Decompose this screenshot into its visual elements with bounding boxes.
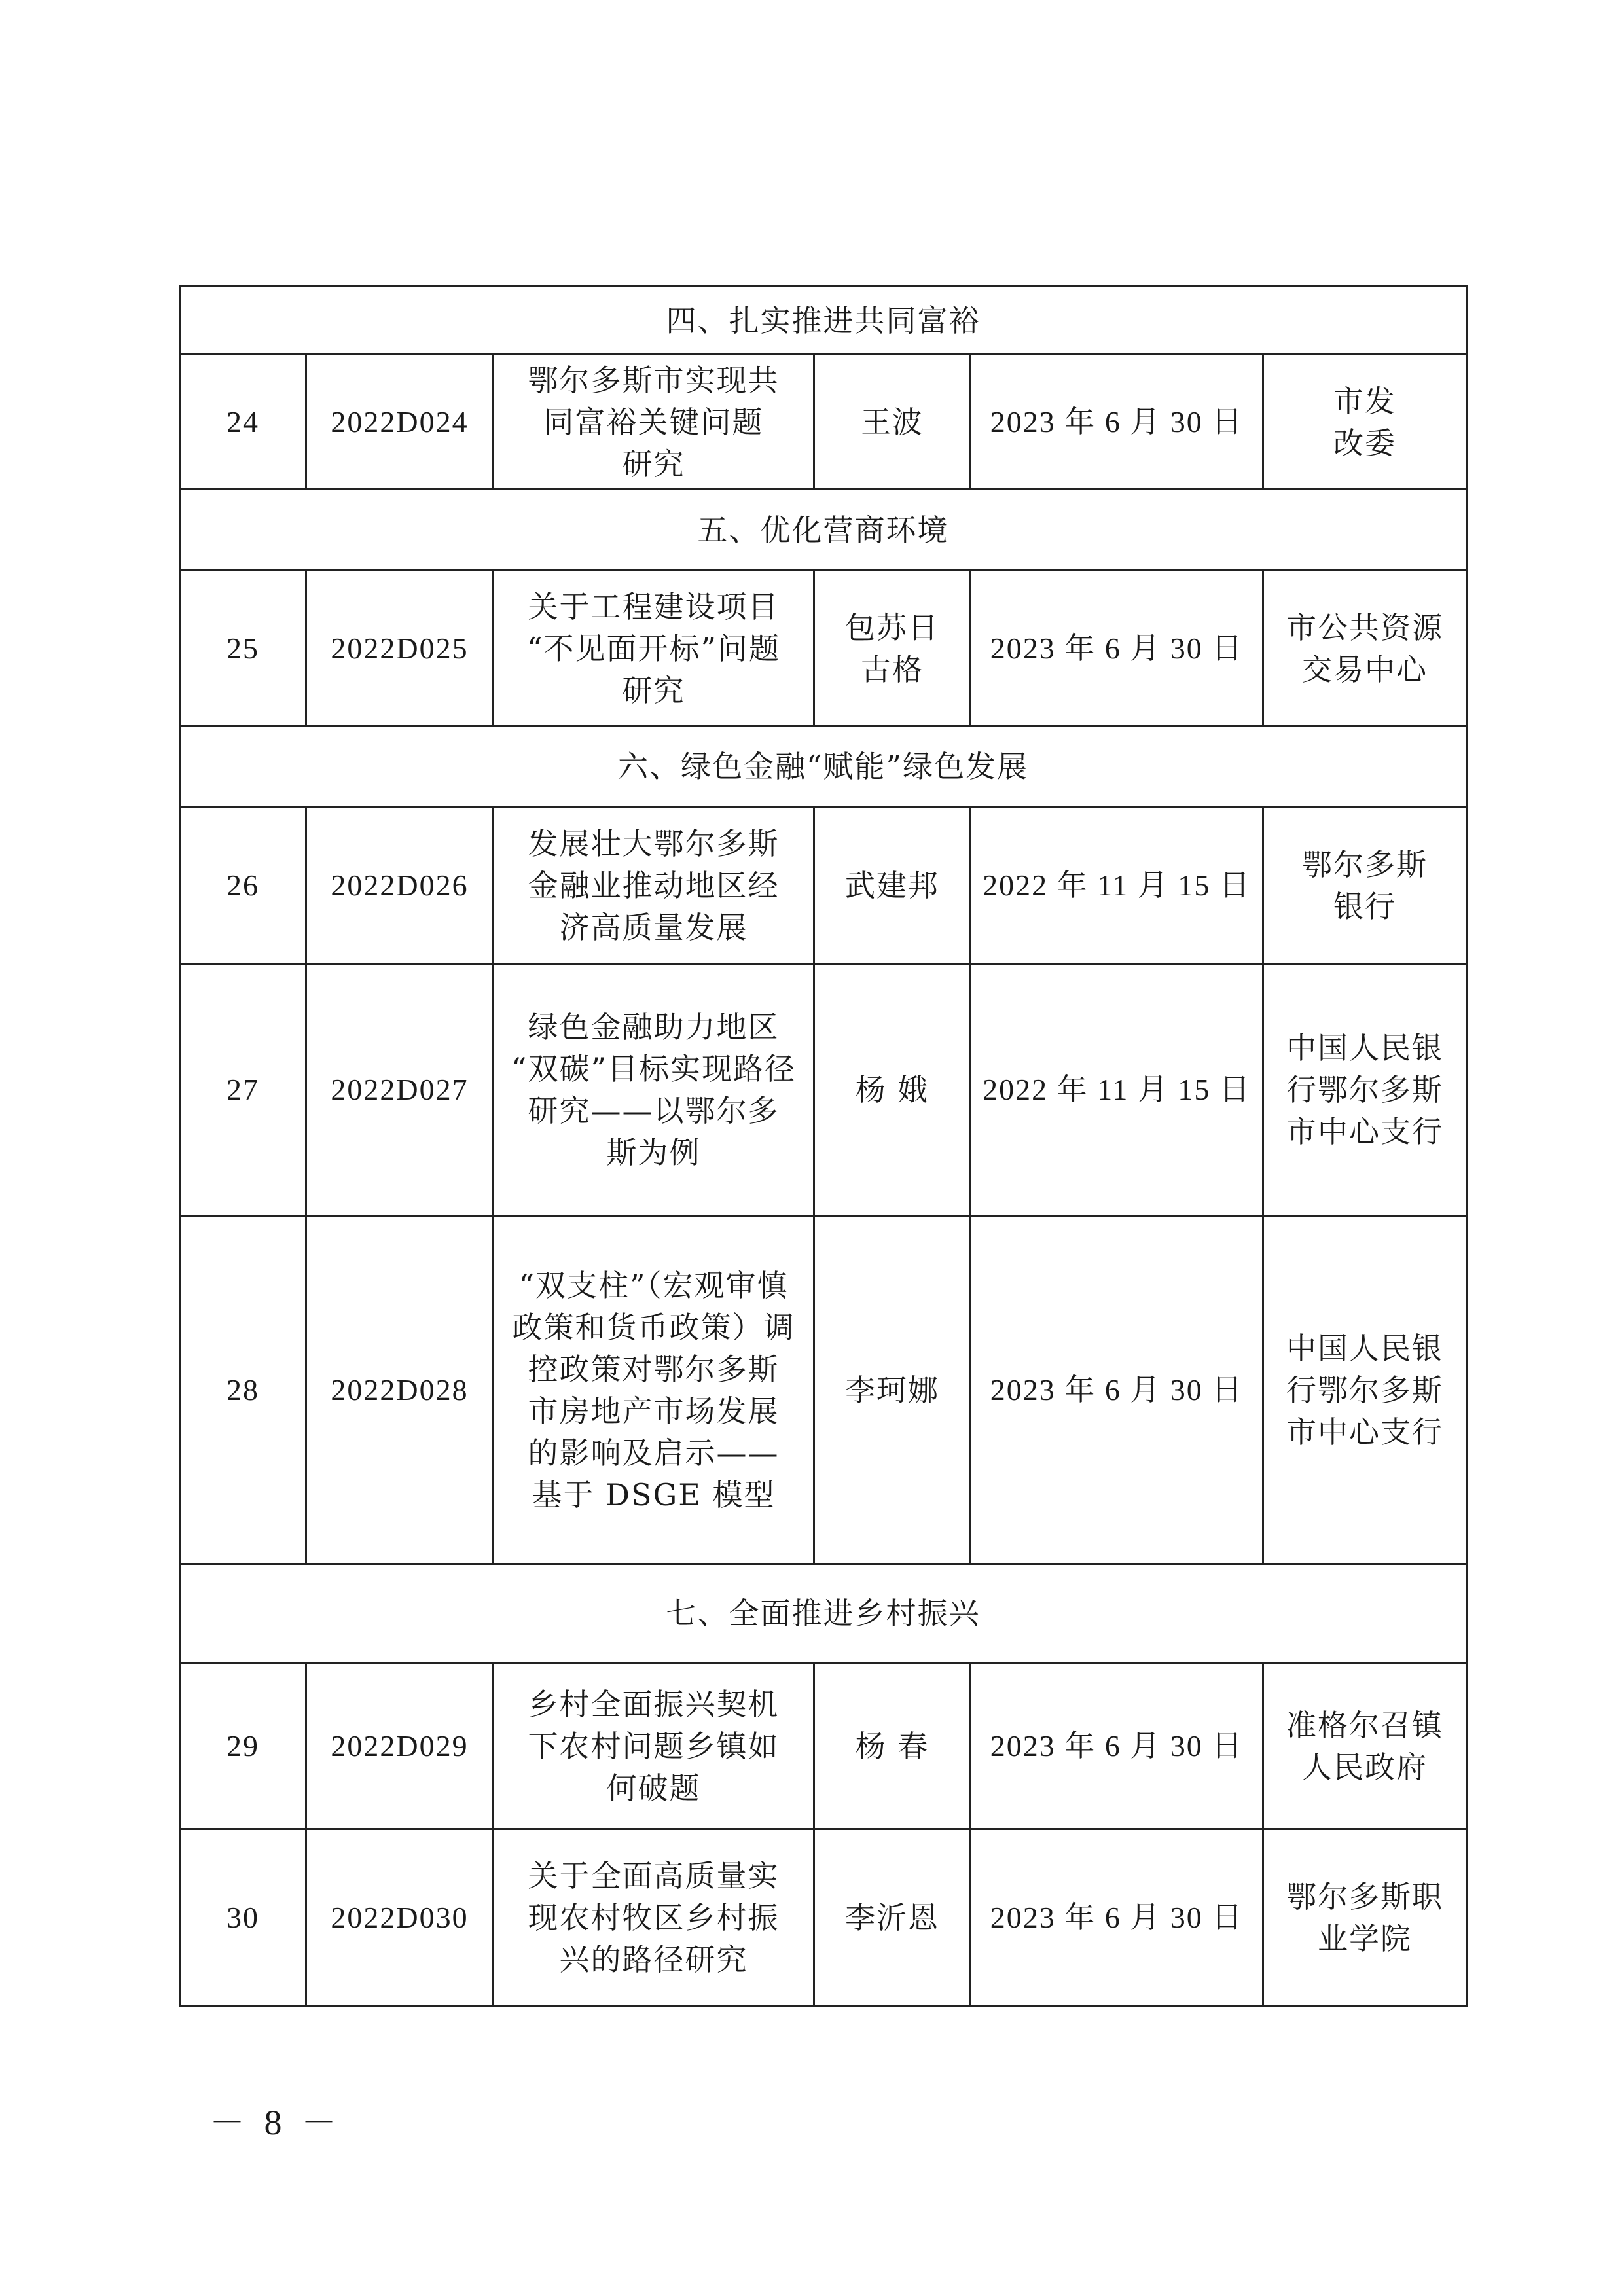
project-leader: [814, 807, 971, 964]
table-row: [180, 1663, 1467, 1829]
responsible-unit-line: 鄂尔多斯: [1302, 846, 1428, 882]
projects-table: [179, 285, 1468, 2007]
responsible-unit: [1263, 571, 1467, 726]
responsible-unit-line: 交易中心: [1302, 651, 1428, 687]
project-title-line: 何破题: [606, 1770, 701, 1806]
responsible-unit-line: 市发: [1333, 383, 1397, 419]
project-leader-line: 古格: [861, 651, 924, 687]
table-row: [180, 807, 1467, 964]
item-number: 27: [180, 964, 306, 1216]
section-heading: 六、绿色金融“赋能”绿色发展: [180, 726, 1467, 807]
responsible-unit-line: 中国人民银: [1286, 1030, 1444, 1066]
project-title-line: 绿色金融助力地区: [528, 1009, 780, 1045]
project-code: 2022D029: [306, 1663, 494, 1829]
item-number: 28: [180, 1216, 306, 1564]
project-title-line: “不见面开标”问题: [526, 630, 781, 666]
responsible-unit: [1263, 355, 1467, 490]
table-row: [180, 1216, 1467, 1564]
project-title-line: 的影响及启示——: [528, 1435, 780, 1471]
project-title-line: 研究——以鄂尔多: [528, 1093, 780, 1128]
project-leader: [814, 1216, 971, 1564]
responsible-unit: [1263, 1663, 1467, 1829]
responsible-unit-line: 鄂尔多斯职: [1286, 1878, 1444, 1914]
completion-date: 2023 年 6 月 30 日: [971, 1216, 1263, 1564]
project-title-line: 研究: [622, 672, 685, 708]
item-number: 29: [180, 1663, 306, 1829]
project-title-line: 乡村全面振兴契机: [528, 1686, 780, 1722]
responsible-unit: [1263, 807, 1467, 964]
project-leader: [814, 355, 971, 490]
responsible-unit-line: 行鄂尔多斯: [1286, 1372, 1444, 1408]
project-title-line: 同富裕关键问题: [543, 404, 764, 440]
item-number: 26: [180, 807, 306, 964]
responsible-unit: [1263, 964, 1467, 1216]
project-title-line: 控政策对鄂尔多斯: [528, 1351, 780, 1387]
responsible-unit-line: 中国人民银: [1286, 1330, 1444, 1366]
completion-date: 2023 年 6 月 30 日: [971, 355, 1263, 490]
project-code: 2022D025: [306, 571, 494, 726]
item-number: 30: [180, 1829, 306, 2006]
project-leader-line: 李沂恩: [845, 1899, 939, 1935]
responsible-unit-line: 市中心支行: [1286, 1114, 1444, 1149]
project-title-line: 金融业推动地区经: [528, 867, 780, 903]
project-title: [494, 807, 814, 964]
project-leader-line: 王波: [861, 404, 924, 440]
project-leader-line: 杨 春: [855, 1728, 929, 1764]
completion-date: 2023 年 6 月 30 日: [971, 571, 1263, 726]
project-title-line: “双碳”目标实现路径: [511, 1051, 797, 1086]
section-header-row: [180, 490, 1467, 571]
completion-date: 2022 年 11 月 15 日: [971, 807, 1263, 964]
project-title: [494, 964, 814, 1216]
project-title-line: 基于 DSGE 模型: [532, 1477, 776, 1513]
project-title-line: 政策和货币政策）调: [512, 1309, 795, 1345]
responsible-unit-line: 银行: [1333, 888, 1397, 924]
project-title: [494, 1216, 814, 1564]
completion-date: 2023 年 6 月 30 日: [971, 1829, 1263, 2006]
table-row: [180, 964, 1467, 1216]
project-leader-line: 杨 娥: [855, 1072, 929, 1107]
responsible-unit: [1263, 1829, 1467, 2006]
project-code: 2022D028: [306, 1216, 494, 1564]
table-row: [180, 571, 1467, 726]
project-title-line: 发展壮大鄂尔多斯: [528, 825, 780, 861]
project-title-line: 兴的路径研究: [559, 1941, 748, 1977]
project-code: 2022D026: [306, 807, 494, 964]
project-title-line: 研究: [622, 446, 685, 482]
responsible-unit-line: 行鄂尔多斯: [1286, 1072, 1444, 1107]
projects-table-body: [180, 287, 1467, 2006]
project-title: [494, 571, 814, 726]
project-title-line: 斯为例: [606, 1135, 701, 1170]
responsible-unit-line: 市中心支行: [1286, 1414, 1444, 1450]
project-leader-line: 武建邦: [845, 867, 939, 903]
project-title-line: 下农村问题乡镇如: [528, 1728, 780, 1764]
completion-date: 2023 年 6 月 30 日: [971, 1663, 1263, 1829]
project-title-line: 鄂尔多斯市实现共: [528, 362, 780, 398]
item-number: 24: [180, 355, 306, 490]
item-number: 25: [180, 571, 306, 726]
project-leader: [814, 1663, 971, 1829]
completion-date: 2022 年 11 月 15 日: [971, 964, 1263, 1216]
section-header-row: [180, 1564, 1467, 1663]
responsible-unit-line: 改委: [1333, 425, 1397, 461]
project-title-line: 关于全面高质量实: [528, 1857, 780, 1893]
project-title: [494, 1829, 814, 2006]
responsible-unit: [1263, 1216, 1467, 1564]
project-title: [494, 1663, 814, 1829]
table-row: [180, 355, 1467, 490]
section-heading: 七、全面推进乡村振兴: [180, 1564, 1467, 1663]
section-heading: 四、扎实推进共同富裕: [180, 287, 1467, 355]
project-code: 2022D030: [306, 1829, 494, 2006]
responsible-unit-line: 业学院: [1318, 1920, 1413, 1956]
project-code: 2022D024: [306, 355, 494, 490]
section-heading: 五、优化营商环境: [180, 490, 1467, 571]
project-leader: [814, 964, 971, 1216]
project-title-line: 济高质量发展: [559, 909, 748, 945]
project-leader-line: 包苏日: [845, 609, 939, 645]
project-leader: [814, 571, 971, 726]
responsible-unit-line: 准格尔召镇: [1286, 1707, 1444, 1743]
project-title-line: 关于工程建设项目: [528, 588, 780, 624]
project-leader-line: 李珂娜: [845, 1372, 939, 1408]
project-title: [494, 355, 814, 490]
responsible-unit-line: 市公共资源: [1286, 609, 1444, 645]
project-title-line: “双支柱”（宏观审慎: [518, 1267, 789, 1303]
project-leader: [814, 1829, 971, 2006]
responsible-unit-line: 人民政府: [1302, 1749, 1428, 1785]
table-row: [180, 1829, 1467, 2006]
section-header-row: [180, 726, 1467, 807]
project-title-line: 现农村牧区乡村振: [528, 1899, 780, 1935]
section-header-row: [180, 287, 1467, 355]
page-number: － 8 －: [209, 2103, 342, 2142]
project-title-line: 市房地产市场发展: [528, 1393, 780, 1429]
project-code: 2022D027: [306, 964, 494, 1216]
